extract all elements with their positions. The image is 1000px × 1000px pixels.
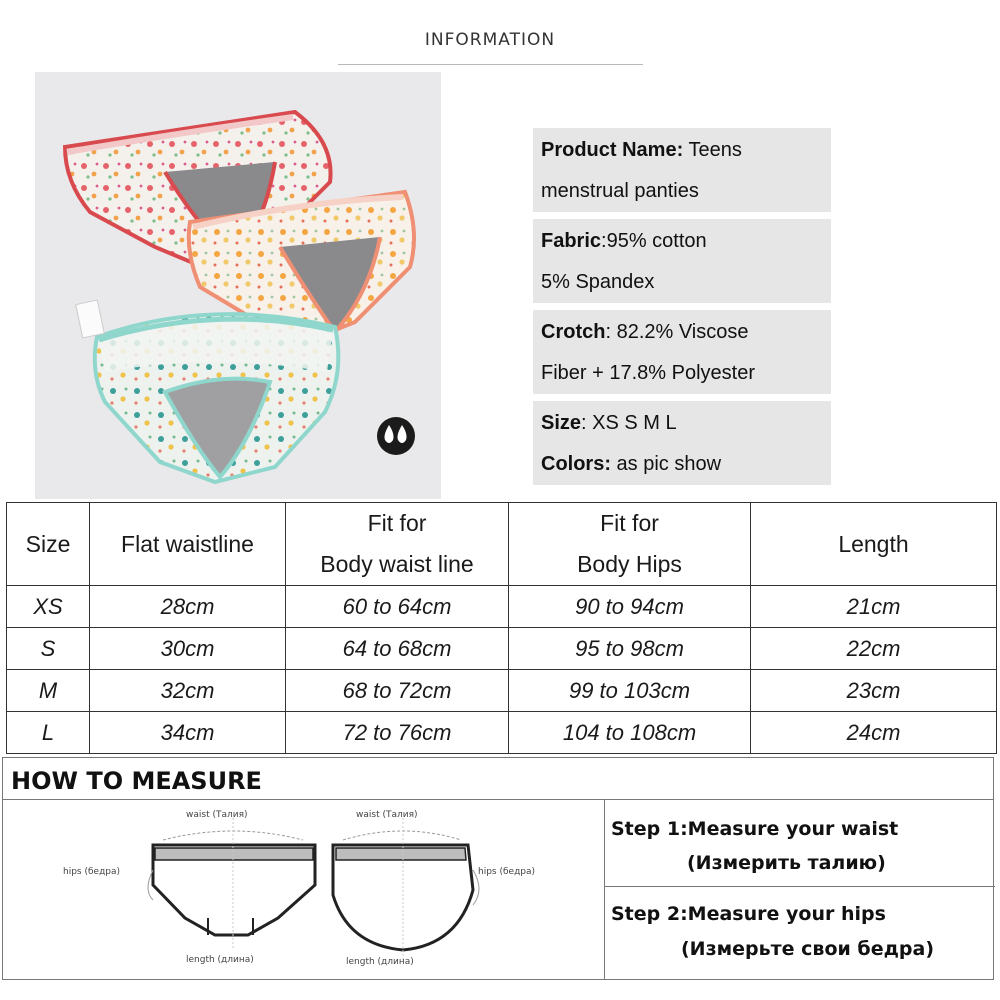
steps-divider xyxy=(605,886,995,887)
step-1-text: Step 1:Measure your waist xyxy=(611,818,899,840)
step-1-russian: (Измерить талию) xyxy=(687,852,886,874)
product-name-value-2: menstrual panties xyxy=(541,180,699,202)
cell-flat-waistline: 32cm xyxy=(90,670,286,712)
crotch-value: : 82.2% Viscose xyxy=(605,321,749,343)
cell-body-hips: 95 to 98cm xyxy=(509,628,751,670)
fabric-value-2: 5% Spandex xyxy=(541,271,655,293)
fabric-value: :95% cotton xyxy=(601,230,707,252)
cell-length: 21cm xyxy=(751,586,997,628)
fabric-label: Fabric xyxy=(541,230,602,252)
cell-body-hips: 104 to 108cm xyxy=(509,712,751,754)
cell-body-waist: 72 to 76cm xyxy=(286,712,509,754)
cell-body-waist: 60 to 64cm xyxy=(286,586,509,628)
length-label-front: length (длина) xyxy=(186,955,254,965)
how-to-measure-header xyxy=(2,757,994,800)
cell-body-waist: 68 to 72cm xyxy=(286,670,509,712)
length-label-back: length (длина) xyxy=(346,957,414,967)
cell-size: S xyxy=(7,628,90,670)
cell-body-hips: 99 to 103cm xyxy=(509,670,751,712)
product-photo xyxy=(35,72,441,499)
cell-flat-waistline: 34cm xyxy=(90,712,286,754)
colors-label: Colors: xyxy=(541,453,611,475)
crotch-block xyxy=(533,310,831,394)
header-body-hips xyxy=(509,503,751,586)
cell-size: L xyxy=(7,712,90,754)
table-header-row xyxy=(7,503,997,586)
table-row xyxy=(7,670,997,712)
waist-label-back: waist (Талия) xyxy=(356,810,418,820)
size-colors-block xyxy=(533,401,831,485)
panty-mint xyxy=(76,300,339,482)
cell-size: M xyxy=(7,670,90,712)
header-flat-waistline: Flat waistline xyxy=(90,503,286,586)
cell-body-waist: 64 to 68cm xyxy=(286,628,509,670)
water-drop-icon xyxy=(377,417,415,455)
crotch-label: Crotch xyxy=(541,321,606,343)
product-info-panel xyxy=(533,128,831,492)
size-value: : XS S M L xyxy=(581,412,677,434)
cell-size: XS xyxy=(7,586,90,628)
header-size: Size xyxy=(7,503,90,586)
hips-label-back: hips (бедра) xyxy=(478,867,536,877)
crotch-value-2: Fiber + 17.8% Polyester xyxy=(541,362,755,384)
product-name-value: Teens xyxy=(683,139,742,161)
cell-length: 23cm xyxy=(751,670,997,712)
header-length: Length xyxy=(751,503,997,586)
how-to-measure-title: HOW TO MEASURE xyxy=(11,767,262,795)
cell-length: 24cm xyxy=(751,712,997,754)
panty-back-diagram xyxy=(333,818,479,960)
product-name-label: Product Name: xyxy=(541,139,684,161)
step-2-text: Step 2:Measure your hips xyxy=(611,903,886,925)
size-label: Size xyxy=(541,412,582,434)
colors-value: as pic show xyxy=(611,453,722,475)
measure-steps xyxy=(604,800,994,980)
cell-flat-waistline: 28cm xyxy=(90,586,286,628)
table-row xyxy=(7,586,997,628)
section-title: INFORMATION xyxy=(424,30,556,50)
header-body-waist-line: Body waist line xyxy=(320,551,474,577)
title-underline xyxy=(338,64,643,65)
step-2-russian: (Измерьте свои бедра) xyxy=(681,938,935,960)
header-body-hips-label: Body Hips xyxy=(577,551,682,577)
panty-front-diagram xyxy=(148,818,315,948)
cell-flat-waistline: 30cm xyxy=(90,628,286,670)
header-fit-for-1: Fit for xyxy=(367,510,427,536)
cell-body-hips: 90 to 94cm xyxy=(509,586,751,628)
header-body-waist xyxy=(286,503,509,586)
size-chart-table xyxy=(6,502,997,754)
hips-label-front: hips (бедра) xyxy=(63,867,121,877)
table-row xyxy=(7,712,997,754)
cell-length: 22cm xyxy=(751,628,997,670)
table-row xyxy=(7,628,997,670)
header-fit-for-2: Fit for xyxy=(600,510,659,536)
fabric-block xyxy=(533,219,831,303)
product-name-block xyxy=(533,128,831,212)
waist-label-front: waist (Талия) xyxy=(186,810,248,820)
